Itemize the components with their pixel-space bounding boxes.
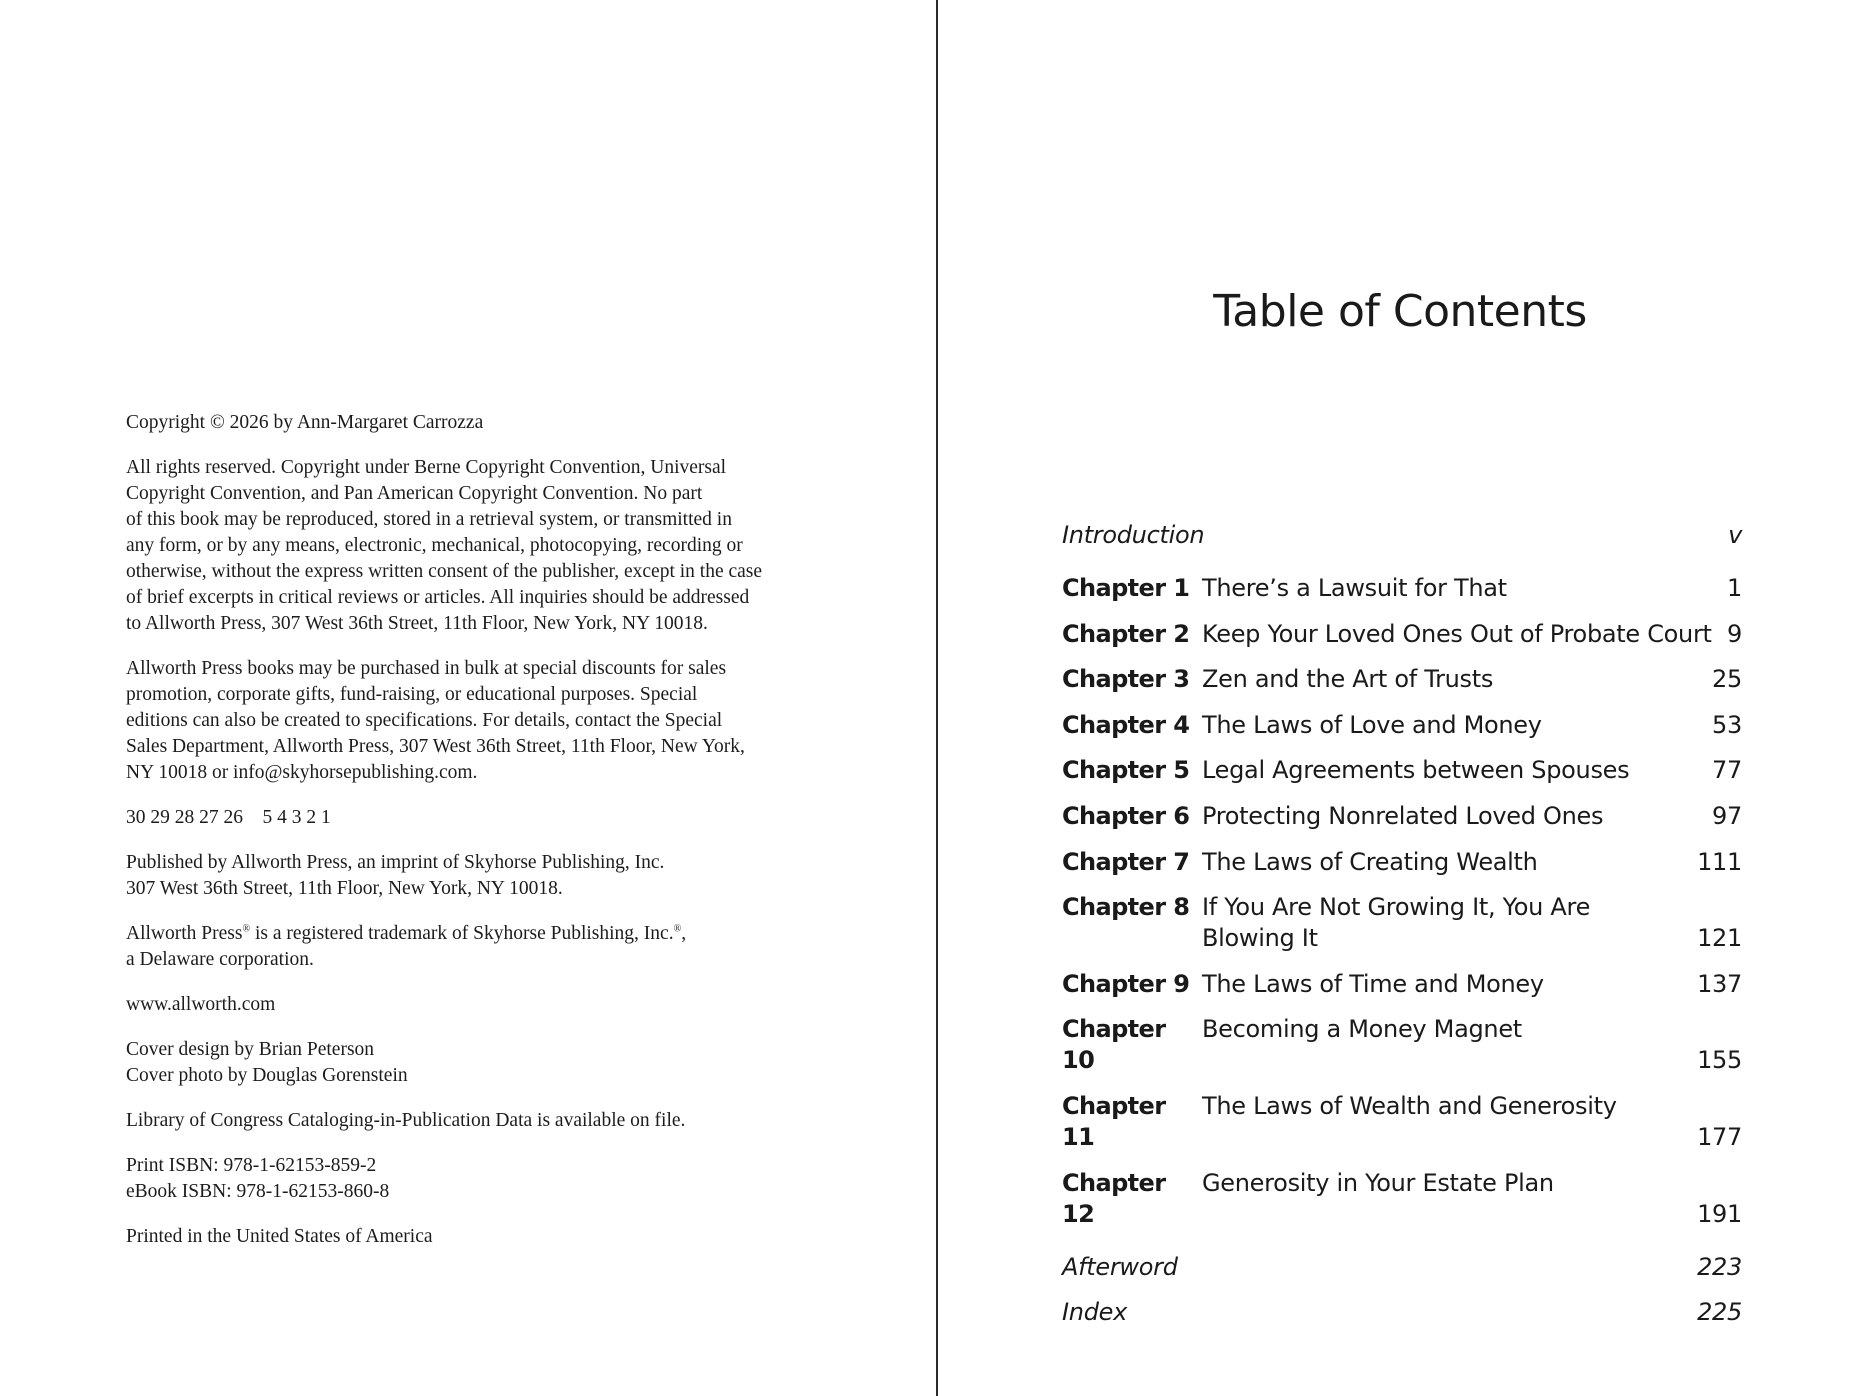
website-text: www.allworth.com [126, 994, 276, 1015]
page-gutter-divider [936, 0, 938, 1396]
trademark-line [126, 921, 826, 947]
registered-mark: ® [242, 923, 251, 935]
chapter-label: Chapter 10 [1062, 1015, 1166, 1075]
rights-line: any form, or by any means, electronic, mechanical, photocopying, recording or [126, 535, 743, 556]
toc-entry-chapter [1062, 801, 1742, 832]
toc-entry-title: Introduction [1062, 521, 1205, 549]
published-by [126, 850, 826, 902]
printed-in-text: Printed in the United States of America [126, 1226, 433, 1247]
chapter-page: 121 [1697, 924, 1742, 953]
rights-line: to Allworth Press, 307 West 36th Street, 11th Floor, New York, NY 10018. [126, 613, 708, 634]
bulk-line: Sales Department, Allworth Press, 307 West 36th Street, 11th Floor, New York, [126, 736, 745, 757]
trademark-part: is a registered trademark of Skyhorse Publishing, Inc. [250, 923, 674, 944]
toc-entry-chapter [1062, 710, 1742, 741]
chapter-label: Chapter 11 [1062, 1091, 1166, 1151]
chapter-page: 25 [1712, 665, 1742, 694]
toc-entry-chapter [1062, 969, 1742, 1000]
toc-entry-afterword [1062, 1252, 1742, 1283]
isbn-line: Print ISBN: 978-1-62153-859-2 [126, 1155, 377, 1176]
chapter-title [1202, 892, 1742, 954]
chapter-label: Chapter 9 [1062, 969, 1190, 998]
chapter-title-line: Protecting Nonrelated Loved Ones [1202, 801, 1604, 830]
cip-notice [126, 1108, 826, 1134]
toc-entry-chapter [1062, 1014, 1742, 1076]
trademark-part: Allworth Press [126, 923, 243, 944]
rights-line: Copyright Convention, and Pan American Copyright Convention. No part [126, 483, 703, 504]
chapter-label: Chapter 6 [1062, 801, 1190, 830]
chapter-title [1202, 1168, 1742, 1199]
rights-line: All rights reserved. Copyright under Berne Copyright Convention, Universal [126, 457, 727, 478]
bulk-line: Allworth Press books may be purchased in bulk at special discounts for sales [126, 658, 727, 679]
chapter-label: Chapter 2 [1062, 619, 1190, 648]
chapter-title-line: Generosity in Your Estate Plan [1202, 1168, 1554, 1197]
toc-entry-title: Afterword [1062, 1252, 1178, 1281]
printing-numbers [126, 805, 826, 831]
trademark-notice [126, 921, 826, 973]
chapter-page: 1 [1727, 574, 1742, 602]
toc-entry-page: 225 [1697, 1298, 1742, 1327]
isbn-line: eBook ISBN: 978-1-62153-860-8 [126, 1181, 390, 1202]
rights-paragraph [126, 455, 826, 637]
printing-numbers-text: 30 29 28 27 26 5 4 3 2 1 [126, 807, 331, 828]
chapter-page: 9 [1727, 619, 1742, 648]
chapter-page: 97 [1712, 801, 1742, 830]
chapter-page: 111 [1697, 847, 1742, 876]
published-by-line: 307 West 36th Street, 11th Floor, New York, NY 10018. [126, 878, 563, 899]
chapter-title-line: Zen and the Art of Trusts [1202, 665, 1494, 694]
rights-line: of this book may be reproduced, stored in a retrieval system, or transmitted in [126, 509, 732, 530]
toc-entry-chapter [1062, 1091, 1742, 1153]
chapter-title-line: There’s a Lawsuit for That [1202, 574, 1507, 602]
bulk-line: NY 10018 or info@skyhorsepublishing.com. [126, 762, 478, 783]
website [126, 992, 826, 1018]
rights-line: otherwise, without the express written consent of the publisher, except in the case [126, 561, 763, 582]
chapter-page: 177 [1697, 1122, 1742, 1151]
chapter-title [1202, 664, 1742, 695]
chapter-title [1202, 619, 1742, 650]
chapter-title-line: The Laws of Time and Money [1202, 969, 1544, 998]
toc-entry-title: Index [1062, 1298, 1127, 1327]
cover-credits [126, 1037, 826, 1089]
chapter-label: Chapter 4 [1062, 710, 1190, 739]
chapter-title-line: The Laws of Wealth and Generosity [1202, 1091, 1617, 1120]
isbn-block [126, 1153, 826, 1205]
cip-text: Library of Congress Cataloging-in-Publication Data is available on file. [126, 1110, 686, 1131]
chapter-title [1202, 573, 1742, 604]
table-of-contents [1062, 520, 1742, 1343]
toc-title: Table of Contents [1213, 286, 1587, 337]
chapter-title [1202, 710, 1742, 741]
trademark-part: , [681, 923, 687, 944]
toc-entry-chapter [1062, 573, 1742, 604]
chapter-title-line: Becoming a Money Magnet [1202, 1015, 1522, 1044]
chapter-title [1202, 801, 1742, 832]
toc-entry-chapter [1062, 892, 1742, 954]
copyright-line [126, 410, 826, 436]
chapter-title [1202, 755, 1742, 786]
bulk-line: promotion, corporate gifts, fund-raising, or educational purposes. Special [126, 684, 698, 705]
chapter-page: 53 [1712, 710, 1742, 739]
printed-in [126, 1224, 826, 1250]
toc-entry-chapter [1062, 847, 1742, 878]
toc-entry-page: 223 [1697, 1252, 1742, 1281]
toc-entry-chapter [1062, 755, 1742, 786]
chapter-title-line: Keep Your Loved Ones Out of Probate Court [1202, 619, 1712, 648]
chapter-title-line: Blowing It [1202, 924, 1318, 953]
bulk-line: editions can also be created to specifications. For details, contact the Special [126, 710, 723, 731]
chapter-title [1202, 847, 1742, 878]
chapter-title [1202, 1014, 1742, 1045]
published-by-line: Published by Allworth Press, an imprint of Skyhorse Publishing, Inc. [126, 852, 665, 873]
copyright-page [126, 410, 826, 1269]
toc-entry-chapter [1062, 664, 1742, 695]
chapter-label: Chapter 3 [1062, 665, 1190, 694]
chapter-page: 155 [1697, 1046, 1742, 1075]
chapter-page: 137 [1697, 969, 1742, 998]
chapter-label: Chapter 7 [1062, 847, 1190, 876]
chapter-page: 77 [1712, 756, 1742, 785]
chapter-label: Chapter 8 [1062, 893, 1190, 922]
chapter-title-line: If You Are Not Growing It, You Are [1202, 893, 1591, 922]
copyright-text: Copyright © 2026 by Ann-Margaret Carrozza [126, 412, 484, 433]
chapter-title-line: The Laws of Love and Money [1202, 710, 1542, 739]
trademark-line: a Delaware corporation. [126, 949, 314, 970]
chapter-page: 191 [1697, 1199, 1742, 1228]
chapter-title-line: Legal Agreements between Spouses [1202, 756, 1630, 785]
registered-mark: ® [673, 923, 682, 935]
bulk-sales-paragraph [126, 656, 826, 786]
toc-entry-chapter [1062, 1168, 1742, 1230]
rights-line: of brief excerpts in critical reviews or articles. All inquiries should be addressed [126, 587, 750, 608]
toc-entry-page: v [1728, 521, 1742, 549]
chapter-title-line: The Laws of Creating Wealth [1202, 847, 1538, 876]
chapter-label: Chapter 1 [1062, 574, 1190, 602]
cover-credit-line: Cover design by Brian Peterson [126, 1039, 375, 1060]
toc-entry-chapter [1062, 619, 1742, 650]
chapter-title [1202, 969, 1742, 1000]
chapter-label: Chapter 12 [1062, 1168, 1166, 1228]
toc-entry-index [1062, 1297, 1742, 1328]
toc-entry-introduction [1062, 520, 1742, 551]
chapter-label: Chapter 5 [1062, 756, 1190, 785]
chapter-title [1202, 1091, 1742, 1122]
cover-credit-line: Cover photo by Douglas Gorenstein [126, 1065, 408, 1086]
